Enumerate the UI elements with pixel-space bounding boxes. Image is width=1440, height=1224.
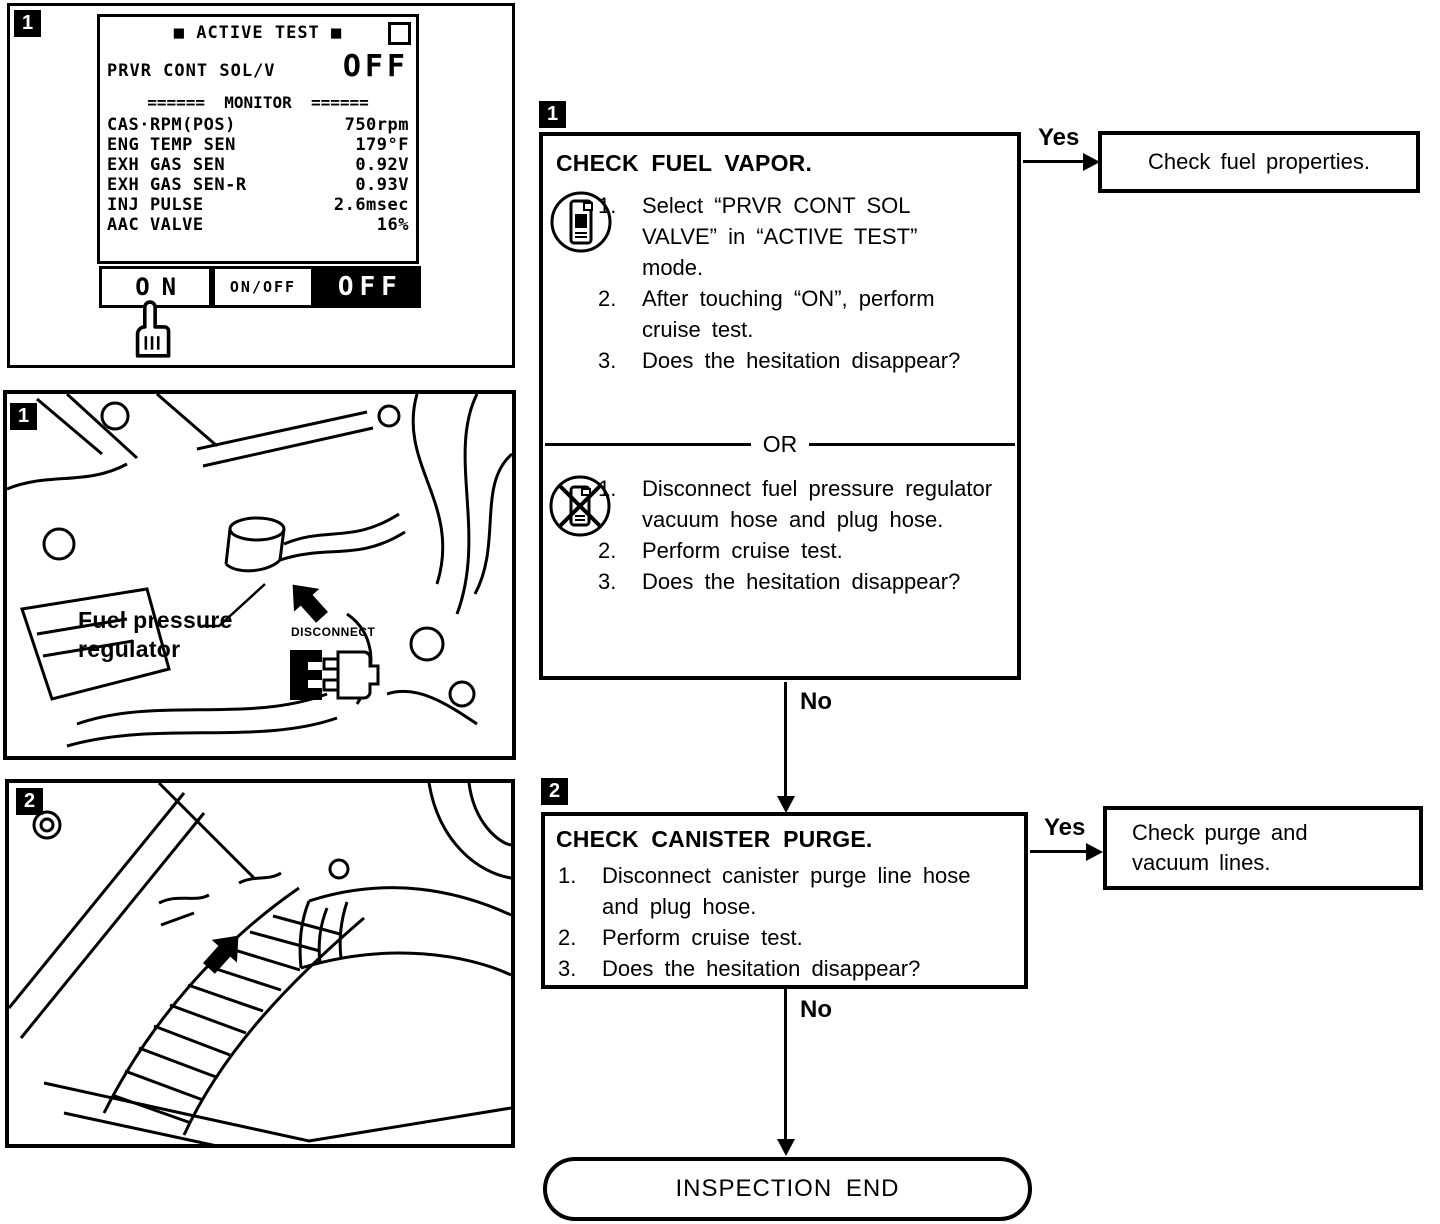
part-label: Fuel pressure regulator [78,607,233,662]
monitor-header: ====== MONITOR ====== [147,93,369,112]
or-divider: OR [545,433,1015,455]
connector-line [1023,160,1085,163]
monitor-row: EXH GAS SEN 0.92V [107,155,409,175]
test-item-label: PRVR CONT SOL/V [107,61,276,81]
monitor-rows [107,115,409,235]
canister-purge-line-illustration [5,779,515,1148]
monitor-row: AAC VALVE 16% [107,215,409,235]
consult-screen [97,14,419,264]
step-item: 2. Perform cruise test. [598,538,843,563]
step-item: 1. Disconnect fuel pressure regulator vacuum hose and plug hose. [598,476,993,532]
check-canister-purge-box [541,812,1028,989]
no-label: No [800,688,832,715]
hand-pointer-icon [128,299,174,361]
without-consult-steps [598,473,998,597]
step-item: 1. Disconnect canister purge line hose and plug hose. [558,863,971,919]
yes-label: Yes [1038,124,1080,151]
arrowhead [777,1139,795,1156]
engine-line-art [9,783,511,1144]
on-off-button: ON/OFF [212,266,313,308]
step-title: CHECK CANISTER PURGE. [556,826,873,852]
connector-line [784,682,787,798]
screen-corner-box [388,22,411,45]
active-test-item [107,49,409,84]
step-item: 3. Does the hesitation disappear? [558,956,921,981]
step-item: 3. Does the hesitation disappear? [598,348,961,373]
monitor-row: EXH GAS SEN-R 0.93V [107,175,409,195]
yes-label: Yes [1044,814,1086,841]
connector-line [784,989,787,1141]
step-item: 1. Select “PRVR CONT SOL VALVE” in “ACTIVE TEST” mode. [598,193,918,280]
step-item: 3. Does the hesitation disappear? [598,569,961,594]
disconnect-arrow-icon [280,573,335,628]
test-item-value: OFF [342,49,409,84]
with-consult-steps [598,190,988,376]
engine-line-art [7,394,512,756]
step-item: 2. After touching “ON”, perform cruise test. [598,286,935,342]
on-button: ON [99,266,212,308]
panel-marker: 2 [16,788,43,815]
monitor-row: CAS·RPM(POS) 750rpm [107,115,409,135]
connector-line [1030,850,1088,853]
monitor-row: INJ PULSE 2.6msec [107,195,409,215]
panel-marker: 1 [14,10,41,37]
no-label: No [800,996,832,1023]
consult-screen-title: ■ ACTIVE TEST ■ [107,23,409,43]
arrowhead [777,796,795,813]
inspection-end-terminal: INSPECTION END [543,1157,1032,1221]
consult-display-panel [7,3,515,368]
disconnect-label: DISCONNECT [291,625,376,639]
monitor-row: ENG TEMP SEN 179°F [107,135,409,155]
steps [558,860,1010,984]
flow-step-marker: 1 [539,101,566,128]
check-purge-vacuum-lines-box: Check purge and vacuum lines. [1103,806,1423,890]
check-fuel-properties-box: Check fuel properties. [1098,131,1420,193]
fuel-pressure-regulator-illustration [3,390,516,760]
flow-step-marker: 2 [541,778,568,805]
check-fuel-vapor-box [539,132,1021,680]
step-item: 2. Perform cruise test. [558,925,803,950]
step-title: CHECK FUEL VAPOR. [556,150,813,176]
arrowhead [1086,843,1103,861]
off-button-active: OFF [314,266,421,308]
disconnect-connector-icon [290,650,378,700]
panel-marker: 1 [10,403,37,430]
